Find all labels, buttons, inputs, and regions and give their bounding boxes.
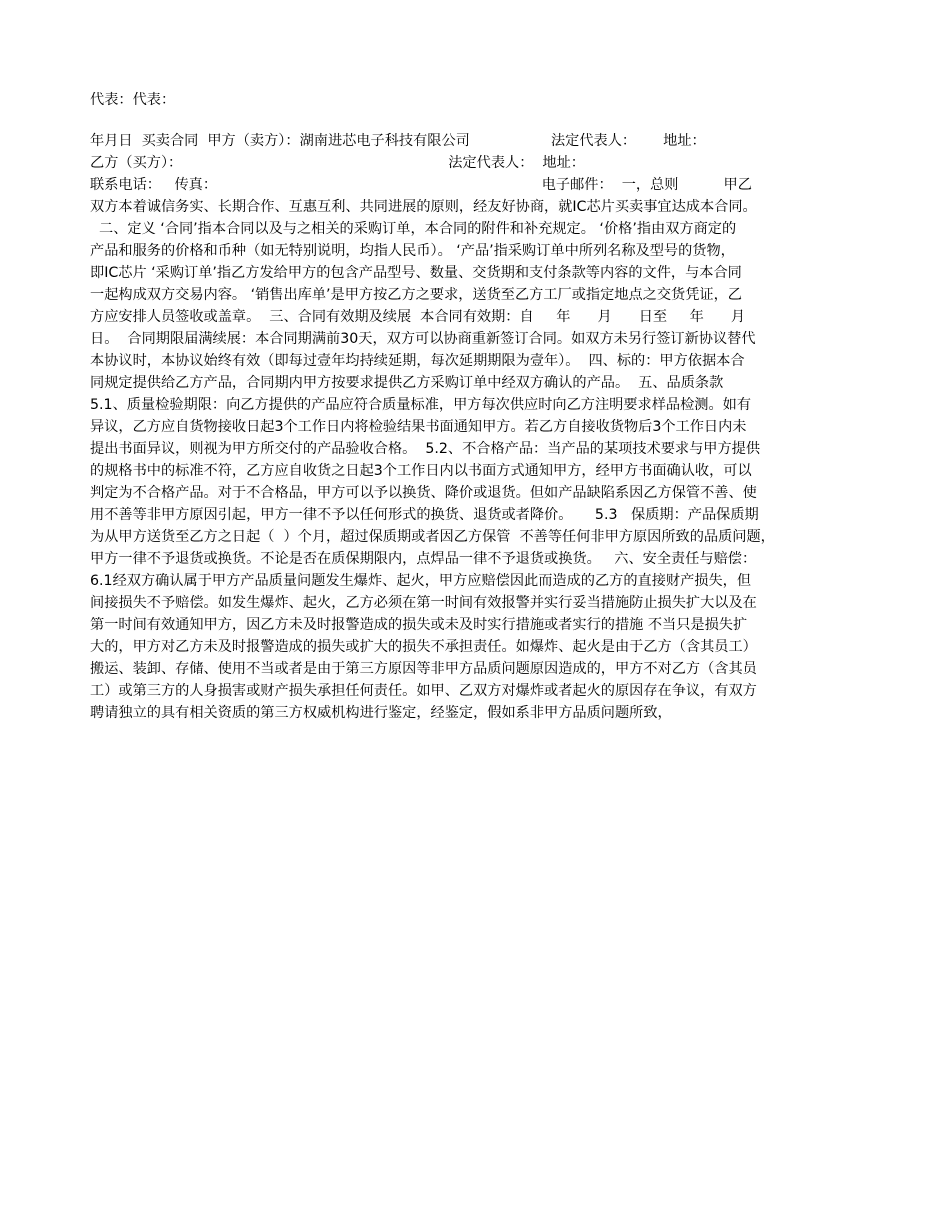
body-line: 用不善等非甲方原因引起，甲方一律不予以任何形式的换货、退货或者降价。 5.3 保质期：产品保质期	[90, 507, 759, 523]
body-line: 二、定义 ‘合同’指本合同以及与之相关的采购订单，本合同的附件和补充规定。 ‘价格’指由双方商定的	[90, 221, 737, 237]
party-b-line: 乙方（买方）： 法定代表人： 地址：	[90, 155, 585, 171]
body-line: 方应安排人员签收或盖章。 三、合同有效期及续展 本合同有效期：自 年 月 日至 年 月	[90, 309, 746, 325]
representatives-line: 代表：代表：	[90, 92, 176, 108]
body-line: 6.1经双方确认属于甲方产品质量问题发生爆炸、起火，甲方应赔偿因此而造成的乙方的直接财产损失，但	[90, 573, 752, 589]
body-line: 大的，甲方对乙方未及时报警造成的损失或扩大的损失不承担责任。如爆炸、起火是由于乙方（含其员工）	[90, 639, 757, 655]
body-line: 甲方一律不予退货或换货。不论是否在质保期限内，点焊品一律不予退货或换货。 六、安全责任与赔偿：	[90, 551, 757, 567]
body-line: 搬运、装卸、存储、使用不当或者是由于第三方原因等非甲方品质问题原因造成的，甲方不对乙方（含其员	[90, 661, 757, 677]
body-line: 判定为不合格产品。对于不合格品，甲方可以予以换货、降价或退货。但如产品缺陷系因乙方保管不善、使	[90, 485, 757, 501]
body-line: 5.1、质量检验期限：向乙方提供的产品应符合质量标准，甲方每次供应时向乙方注明要求样品检测。如有	[90, 397, 752, 413]
body-line: 间接损失不予赔偿。如发生爆炸、起火，乙方必须在第一时间有效报警并实行妥当措施防止损失扩大以及在	[90, 595, 757, 611]
body-line: 本协议时，本协议始终有效（即每过壹年均持续延期，每次延期期限为壹年）。 四、标的：甲方依据本合	[90, 353, 745, 369]
body-line: 异议，乙方应自货物接收日起3个工作日内将检验结果书面通知甲方。若乙方自接收货物后3个工作日内未	[90, 419, 747, 435]
body-line: 第一时间有效通知甲方，因乙方未及时报警造成的损失或未及时实行措施或者实行的措施 不当只是损失扩	[90, 617, 748, 633]
body-line: 同规定提供给乙方产品，合同期内甲方按要求提供乙方采购订单中经双方确认的产品。 五、品质条款	[90, 375, 724, 391]
body-line: 的规格书中的标准不符，乙方应自收货之日起3个工作日内以书面方式通知甲方，经甲方书面确认收，可以	[90, 463, 752, 479]
body-line: 为从甲方送货至乙方之日起（ ）个月，超过保质期或者因乙方保管 不善等任何非甲方原因所致的品质问题，	[90, 529, 775, 545]
contact-line: 联系电话： 传真： 电子邮件： 一，总则 甲乙	[90, 177, 752, 193]
contract-header-line: 年月日 买卖合同 甲方（卖方）：湖南进芯电子科技有限公司 法定代表人： 地址：	[90, 133, 706, 149]
body-line: 一起构成双方交易内容。 ‘销售出库单’是甲方按乙方之要求，送货至乙方工厂或指定地点之交货凭证，乙	[90, 287, 742, 303]
body-line: 双方本着诚信务实、长期合作、互惠互利、共同进展的原则，经友好协商，就IC芯片买卖事宜达成本合同。	[90, 199, 757, 215]
body-line: 即IC芯片 ‘采购订单’指乙方发给甲方的包含产品型号、数量、交货期和支付条款等内容的文件，与本合同	[90, 265, 742, 281]
body-line: 日。 合同期限届满续展：本合同期满前30天，双方可以协商重新签订合同。如双方未另行签订新协议替代	[90, 331, 756, 347]
body-line: 工）或第三方的人身损害或财产损失承担任何责任。如甲、乙双方对爆炸或者起火的原因存在争议，有双方	[90, 683, 757, 699]
body-line: 产品和服务的价格和币种（如无特别说明，均指人民币）。 ‘产品’指采购订单中所列名称及型号的货物，	[90, 243, 735, 259]
body-line: 提出书面异议，则视为甲方所交付的产品验收合格。 5.2、不合格产品：当产品的某项技术要求与甲方提供	[90, 441, 761, 457]
body-line: 聘请独立的具有相关资质的第三方权威机构进行鉴定，经鉴定，假如系非甲方品质问题所致，	[90, 705, 672, 721]
